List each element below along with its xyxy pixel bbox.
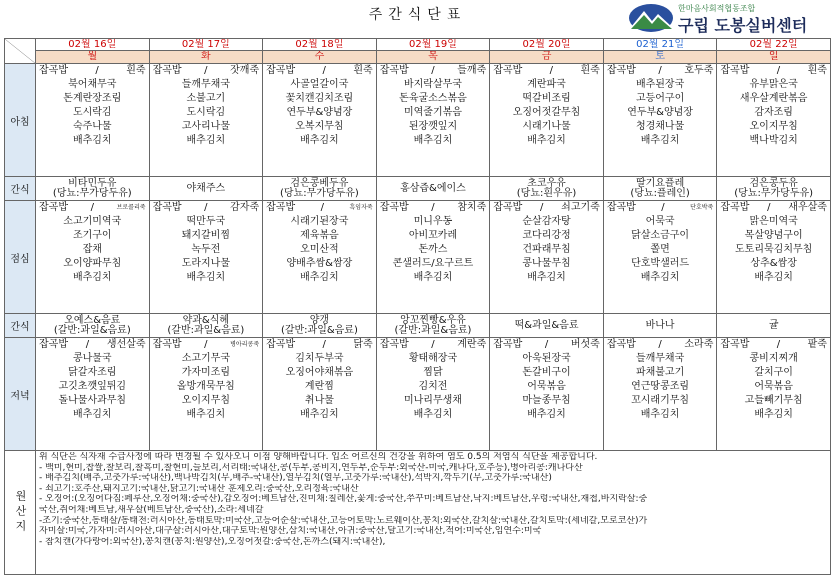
menu-item: 돼지갈비찜 bbox=[181, 230, 230, 241]
snack-name: 딸기요플레 bbox=[635, 177, 685, 189]
porridge-item: 흰죽 bbox=[807, 65, 827, 76]
snack-name: 약과&식혜 bbox=[182, 314, 230, 326]
date-cell: 02월 16일 bbox=[36, 39, 150, 51]
dinner-cell bbox=[717, 338, 831, 451]
menu-item: 오이지무침 bbox=[181, 395, 230, 406]
notes-label-text: 원산지 bbox=[14, 490, 27, 535]
breakfast-cell bbox=[149, 64, 263, 177]
slash-divider: / bbox=[320, 202, 324, 213]
snack2-cell bbox=[490, 314, 604, 338]
rice-item: 잡곡밥 bbox=[266, 339, 296, 350]
origin-note-line: - 오징어:(오징어다짐:페루산,오징어채:중국산),갑오징어:베트남산,진미채:칠레산,꽃게:중국산,쭈꾸미:베트남산,낙지:베트남산,우렁:국내산,재첩,바지락살:중 bbox=[39, 494, 648, 505]
rice-porridge-line bbox=[377, 201, 490, 215]
snack2-row bbox=[5, 314, 831, 338]
menu-item: 배추김치 bbox=[186, 135, 226, 146]
weekday-cell: 목 bbox=[376, 51, 490, 64]
menu-item: 코다리강정 bbox=[522, 230, 571, 241]
rice-item: 잡곡밥 bbox=[39, 65, 68, 76]
menu-item: 고들빼기무침 bbox=[744, 395, 803, 406]
menu-item: 배추김치 bbox=[186, 272, 226, 283]
slash-divider: / bbox=[767, 202, 771, 213]
porridge-item: 계란죽 bbox=[457, 339, 487, 350]
slash-divider: / bbox=[204, 339, 208, 350]
porridge-item: 쇠고기죽 bbox=[561, 202, 600, 213]
menu-item: 어묵볶음 bbox=[754, 381, 793, 392]
menu-item: 돌나물사과무침 bbox=[58, 395, 127, 406]
dinner-cell bbox=[263, 338, 377, 451]
rice-item: 잡곡밥 bbox=[720, 202, 750, 213]
date-cell: 02월 18일 bbox=[263, 39, 377, 51]
slash-divider: / bbox=[90, 202, 94, 213]
snack1-cell bbox=[149, 177, 263, 201]
porridge-item: 호두죽 bbox=[684, 65, 714, 76]
snack-name: 떡&과일&음료 bbox=[514, 319, 579, 331]
menu-item: 찜닭 bbox=[423, 367, 443, 378]
rice-porridge-line bbox=[604, 64, 717, 78]
rice-porridge-line bbox=[377, 338, 490, 352]
porridge-item: 감자죽 bbox=[230, 202, 260, 213]
menu-item: 콩나물무침 bbox=[522, 258, 571, 269]
dinner-label: 저녁 bbox=[5, 338, 36, 451]
rice-porridge-line bbox=[490, 64, 603, 78]
lunch-cell bbox=[603, 201, 717, 314]
menu-item: 배추김치 bbox=[72, 409, 112, 420]
origin-note-line: - 참치캔(가다랑어:외국산),꽁치캔(꽁치:원양산),오징어젓갈:중국산,돈까스(돼지:국내산), bbox=[39, 536, 386, 547]
rice-porridge-line bbox=[263, 201, 376, 215]
dinner-cell bbox=[490, 338, 604, 451]
menu-item: 연두부&양념장 bbox=[286, 107, 353, 118]
snack-name: 양갱 bbox=[309, 314, 330, 326]
menu-item: 소고기미역국 bbox=[63, 216, 122, 227]
porridge-item: 팥죽 bbox=[807, 339, 827, 350]
menu-item: 된장깻잎지 bbox=[408, 121, 458, 132]
org-subtitle: 한마음사회적협동조합 bbox=[678, 4, 756, 13]
menu-item: 잡채 bbox=[82, 244, 102, 255]
menu-item: 닭갈자조림 bbox=[68, 367, 117, 378]
lunch-label: 점심 bbox=[5, 201, 36, 314]
snack-name: 오예스&음료 bbox=[64, 314, 121, 326]
menu-item: 오이양파무침 bbox=[63, 258, 122, 269]
menu-item: 배추김치 bbox=[300, 135, 339, 146]
snack-note: (당뇨:무가당두유) bbox=[280, 187, 359, 199]
menu-item: 콘샐러드/요구르트 bbox=[392, 258, 474, 269]
lunch-cell bbox=[717, 201, 831, 314]
menu-item: 배추김치 bbox=[300, 272, 339, 283]
origin-note-line: - 쇠고기:호주산,돼지고기:국내산,닭고기:국내산 훈제오리:중국산,오리정육:국내산 bbox=[39, 483, 359, 494]
date-cell: 02월 20일 bbox=[490, 39, 604, 51]
rice-item: 잡곡밥 bbox=[39, 202, 68, 213]
rice-porridge-line bbox=[490, 201, 603, 215]
menu-item: 배추김치 bbox=[300, 409, 339, 420]
date-cell: 02월 21일 bbox=[603, 39, 717, 51]
menu-item: 조기구이 bbox=[72, 230, 112, 241]
lunch-cell bbox=[149, 201, 263, 314]
menu-item: 파채불고기 bbox=[635, 367, 685, 378]
dinner-cell bbox=[376, 338, 490, 451]
menu-item: 김치두부국 bbox=[295, 353, 344, 364]
dinner-cell bbox=[36, 338, 150, 451]
snack-note: (갈반:과일&음료) bbox=[394, 324, 472, 336]
snack-name: 비타민두유 bbox=[68, 177, 117, 189]
snack2-cell bbox=[263, 314, 377, 338]
menu-item: 목살양념구이 bbox=[744, 230, 803, 241]
menu-item: 오이지무침 bbox=[749, 121, 798, 132]
snack-name: 홍삼즙&에이스 bbox=[400, 182, 466, 194]
porridge-item: 흰죽 bbox=[126, 65, 146, 76]
menu-item: 미나리무생채 bbox=[403, 395, 462, 406]
dinner-cell bbox=[603, 338, 717, 451]
menu-item: 들깨무채국 bbox=[635, 353, 685, 364]
breakfast-cell bbox=[263, 64, 377, 177]
rice-item: 잡곡밥 bbox=[379, 202, 409, 213]
menu-item: 고등어구이 bbox=[635, 93, 685, 104]
date-cell: 02월 19일 bbox=[376, 39, 490, 51]
slash-divider: / bbox=[95, 65, 99, 76]
rice-porridge-line bbox=[717, 201, 830, 215]
porridge-item: 단호박죽 bbox=[690, 204, 714, 211]
menu-item: 배추김치 bbox=[527, 409, 566, 420]
menu-item: 배추김치 bbox=[72, 272, 112, 283]
menu-item: 소불고기 bbox=[186, 93, 226, 104]
menu-item: 소고기무국 bbox=[181, 353, 230, 364]
rice-porridge-line bbox=[717, 338, 830, 352]
dinner-cell bbox=[149, 338, 263, 451]
rice-item: 잡곡밥 bbox=[379, 339, 409, 350]
lunch-cell bbox=[376, 201, 490, 314]
menu-item: 도라지나물 bbox=[181, 258, 230, 269]
snack1-cell bbox=[603, 177, 717, 201]
menu-item: 감자조림 bbox=[754, 107, 793, 118]
snack-name: 검은콩두유 bbox=[749, 177, 798, 189]
breakfast-cell bbox=[376, 64, 490, 177]
rice-porridge-line bbox=[604, 201, 717, 215]
snack-name: 야채주스 bbox=[186, 182, 226, 194]
snack2-cell bbox=[603, 314, 717, 338]
snack2-label: 간식 bbox=[5, 314, 36, 338]
snack1-row bbox=[5, 177, 831, 201]
menu-item: 꼬시래기무침 bbox=[631, 395, 690, 406]
rice-item: 잡곡밥 bbox=[720, 65, 750, 76]
breakfast-cell bbox=[490, 64, 604, 177]
snack1-cell bbox=[717, 177, 831, 201]
menu-item: 계란파국 bbox=[527, 79, 566, 90]
porridge-item: 소라죽 bbox=[684, 339, 714, 350]
menu-item: 바지락살무국 bbox=[403, 79, 462, 90]
menu-item: 배추김치 bbox=[754, 272, 793, 283]
origin-note-line: 자미살:미국,가자미:러시아산,대구살:러시아산,대구토막:원양산,삼치:국내산,아귀:중국산,달고기:국내산,적어:미국산,임연수:미국 bbox=[39, 526, 542, 537]
porridge-item: 잣깨죽 bbox=[230, 65, 260, 76]
menu-item: 배추김치 bbox=[640, 135, 680, 146]
slash-divider: / bbox=[540, 202, 544, 213]
origin-notes-cell bbox=[36, 451, 831, 575]
snack2-cell bbox=[36, 314, 150, 338]
origin-note-line: - 배추김치(배추,고춧가루:국내산),백나박김치(무,배추-국내산),열무김치(열무,고춧가루:국내산),석박지,깍두기(무,고춧가루:국내산) bbox=[39, 473, 552, 484]
rice-porridge-line bbox=[36, 201, 149, 215]
rice-porridge-line bbox=[36, 64, 149, 78]
menu-item: 떡만두국 bbox=[186, 216, 226, 227]
snack-note: (당뇨:흰우유) bbox=[516, 187, 577, 199]
menu-item: 돈계란장조림 bbox=[63, 93, 122, 104]
menu-item: 배추김치 bbox=[754, 409, 793, 420]
breakfast-cell bbox=[717, 64, 831, 177]
lunch-cell bbox=[36, 201, 150, 314]
menu-item: 마늘종무침 bbox=[522, 395, 571, 406]
menu-item: 도시락김 bbox=[72, 107, 112, 118]
menu-item: 오복지무침 bbox=[295, 121, 344, 132]
menu-item: 들깨무채국 bbox=[181, 79, 230, 90]
porridge-item: 흑임자죽 bbox=[349, 204, 373, 211]
rice-item: 잡곡밥 bbox=[379, 65, 409, 76]
weekday-cell: 화 bbox=[149, 51, 263, 64]
origin-note-line: -조기:중국산,동태살/동태전:러시아산,동태토막:미국산,고등어순살:국내산,고등어토막:노르웨이산,꽁치:외국산,갈치살:국내산,갈치토막:(세네갈,모로코산)가 bbox=[39, 515, 648, 526]
rice-porridge-line bbox=[490, 338, 603, 352]
breakfast-row bbox=[5, 64, 831, 177]
rice-item: 잡곡밥 bbox=[152, 65, 182, 76]
menu-item: 미역줄기볶음 bbox=[403, 107, 462, 118]
weekday-cell: 토 bbox=[603, 51, 717, 64]
date-cell: 02월 17일 bbox=[149, 39, 263, 51]
snack-name: 바나나 bbox=[645, 319, 675, 331]
slash-divider: / bbox=[544, 339, 549, 350]
rice-porridge-line bbox=[150, 201, 263, 215]
menu-item: 떡갈비조림 bbox=[522, 93, 571, 104]
org-logo bbox=[628, 3, 833, 33]
weekday-cell: 금 bbox=[490, 51, 604, 64]
menu-item: 콩비지찌개 bbox=[749, 353, 798, 364]
menu-item: 황태해장국 bbox=[408, 353, 458, 364]
menu-item: 도시락김 bbox=[186, 107, 226, 118]
rice-item: 잡곡밥 bbox=[266, 65, 296, 76]
porridge-item: 버섯죽 bbox=[570, 339, 600, 350]
rice-porridge-line bbox=[150, 338, 263, 352]
rice-item: 잡곡밥 bbox=[493, 65, 523, 76]
weekday-cell: 일 bbox=[717, 51, 831, 64]
snack-note: (당뇨:무가당두유) bbox=[734, 187, 814, 199]
snack2-cell bbox=[717, 314, 831, 338]
corner-cell bbox=[5, 39, 36, 64]
lunch-row bbox=[5, 201, 831, 314]
menu-item: 새우살계란볶음 bbox=[739, 93, 808, 104]
porridge-item: 생선살죽 bbox=[106, 339, 146, 350]
menu-item: 갈치구이 bbox=[754, 367, 793, 378]
menu-item: 맑은미역국 bbox=[749, 216, 798, 227]
menu-item: 배추김치 bbox=[413, 272, 453, 283]
menu-item: 배추김치 bbox=[640, 409, 680, 420]
menu-item: 배추김치 bbox=[527, 272, 566, 283]
menu-item: 오미산적 bbox=[300, 244, 339, 255]
snack-note: (갈반:과일&음료) bbox=[280, 324, 358, 336]
porridge-item: 닭죽 bbox=[353, 339, 373, 350]
snack2-cell bbox=[149, 314, 263, 338]
page-title: 주간식단표 bbox=[368, 7, 467, 23]
menu-item: 고사리나물 bbox=[181, 121, 230, 132]
snack1-label: 간식 bbox=[5, 177, 36, 201]
porridge-item: 새우살죽 bbox=[788, 202, 827, 213]
snack-note: (갈반:과일&음료) bbox=[167, 324, 245, 336]
menu-item: 배추김치 bbox=[413, 409, 453, 420]
menu-item: 배추김치 bbox=[72, 135, 112, 146]
porridge-item: 참치죽 bbox=[457, 202, 487, 213]
rice-porridge-line bbox=[263, 64, 376, 78]
menu-item: 제육볶음 bbox=[300, 230, 339, 241]
menu-item: 돈육굴소스볶음 bbox=[399, 93, 467, 104]
porridge-item: 브로콜리죽 bbox=[116, 204, 146, 211]
slash-divider: / bbox=[204, 202, 208, 213]
rice-porridge-line bbox=[377, 64, 490, 78]
slash-divider: / bbox=[661, 202, 665, 213]
menu-item: 쫄면 bbox=[650, 244, 670, 255]
snack-note: (갈반:과일&음료) bbox=[53, 324, 131, 336]
rice-item: 잡곡밥 bbox=[606, 202, 636, 213]
weekday-cell: 수 bbox=[263, 51, 377, 64]
snack2-cell bbox=[376, 314, 490, 338]
menu-item: 돈갈비구이 bbox=[522, 367, 571, 378]
menu-item: 순살감자탕 bbox=[522, 216, 571, 227]
menu-item: 아욱된장국 bbox=[522, 353, 571, 364]
porridge-item: 흰죽 bbox=[580, 65, 600, 76]
menu-item: 배추된장국 bbox=[635, 79, 685, 90]
slash-divider: / bbox=[431, 65, 435, 76]
menu-item: 숙주나물 bbox=[72, 121, 112, 132]
menu-item: 배추김치 bbox=[640, 272, 680, 283]
rice-item: 잡곡밥 bbox=[39, 339, 68, 350]
menu-item: 북어채무국 bbox=[68, 79, 117, 90]
menu-item: 배추김치 bbox=[413, 135, 453, 146]
menu-item: 사골얼갈이국 bbox=[290, 79, 349, 90]
rice-item: 잡곡밥 bbox=[493, 339, 523, 350]
menu-item: 양배추쌈&쌈장 bbox=[286, 258, 353, 269]
slash-divider: / bbox=[776, 339, 781, 350]
snack-name: 앙꼬찐빵&우유 bbox=[400, 314, 466, 326]
menu-item: 올방개묵무침 bbox=[176, 381, 235, 392]
porridge-item: 들깨죽 bbox=[457, 65, 487, 76]
weekly-menu-table bbox=[4, 38, 831, 575]
notes-row bbox=[5, 451, 831, 575]
menu-item: 배추김치 bbox=[527, 135, 566, 146]
dinner-row bbox=[5, 338, 831, 451]
rice-porridge-line bbox=[36, 338, 149, 352]
menu-item: 닭살소금구이 bbox=[631, 230, 690, 241]
menu-item: 상추&쌈장 bbox=[750, 258, 797, 269]
snack-name: 검은콩베두유 bbox=[290, 177, 349, 189]
menu-item: 가자미조림 bbox=[181, 367, 230, 378]
menu-item: 계란찜 bbox=[304, 381, 334, 392]
menu-item: 청경채나물 bbox=[635, 121, 685, 132]
origin-note-line: - 백미,현미,찹쌀,찰보리,찰흑미,찰현미,늘보리,서리태:국내산,콩(두부,콩비지,연두부,순두부:외국산-미국,캐나다,호주등),병아리콩:캐나다산 bbox=[39, 462, 583, 473]
date-cell: 02월 22일 bbox=[717, 39, 831, 51]
menu-item: 김치전 bbox=[418, 381, 448, 392]
menu-item: 콩나물국 bbox=[72, 353, 112, 364]
snack-note: (당뇨:플레인) bbox=[630, 187, 690, 199]
lunch-cell bbox=[263, 201, 377, 314]
slash-divider: / bbox=[658, 65, 662, 76]
rice-item: 잡곡밥 bbox=[606, 339, 636, 350]
rice-item: 잡곡밥 bbox=[266, 202, 296, 213]
menu-item: 고깃초깻잎튀김 bbox=[58, 381, 127, 392]
rice-porridge-line bbox=[717, 64, 830, 78]
slash-divider: / bbox=[431, 339, 435, 350]
weekday-row bbox=[5, 51, 831, 64]
origin-note-line: 위 식단은 식자재 수급사정에 따라 변경될 수 있사오니 이점 양해바랍니다. 입소 어르신의 건강을 위하여 염도 0.5의 저염식 식단을 제공합니다. bbox=[39, 452, 598, 462]
lunch-cell bbox=[490, 201, 604, 314]
menu-item: 단호박샐러드 bbox=[631, 258, 690, 269]
menu-item: 연근땅콩조림 bbox=[631, 381, 690, 392]
mountain-logo-icon bbox=[628, 3, 674, 33]
menu-item: 시래기된장국 bbox=[290, 216, 349, 227]
menu-item: 연두부&양념장 bbox=[627, 107, 693, 118]
menu-item: 미니우동 bbox=[413, 216, 453, 227]
snack-name: 귤 bbox=[768, 319, 779, 331]
menu-item: 돈까스 bbox=[418, 244, 448, 255]
porridge-item: 병아리콩죽 bbox=[230, 341, 260, 348]
rice-porridge-line bbox=[263, 338, 376, 352]
menu-item: 취나물 bbox=[304, 395, 334, 406]
rice-item: 잡곡밥 bbox=[493, 202, 523, 213]
rice-item: 잡곡밥 bbox=[720, 339, 750, 350]
menu-item: 유부맑은국 bbox=[749, 79, 798, 90]
slash-divider: / bbox=[322, 339, 326, 350]
slash-divider: / bbox=[85, 339, 90, 350]
rice-porridge-line bbox=[150, 64, 263, 78]
menu-item: 오징어젓갈무침 bbox=[512, 107, 581, 118]
slash-divider: / bbox=[549, 65, 554, 76]
rice-porridge-line bbox=[604, 338, 717, 352]
date-row bbox=[5, 39, 831, 51]
menu-item: 시래기나물 bbox=[522, 121, 571, 132]
snack1-cell bbox=[36, 177, 150, 201]
slash-divider: / bbox=[204, 65, 208, 76]
breakfast-cell bbox=[36, 64, 150, 177]
breakfast-label: 아침 bbox=[5, 64, 36, 177]
menu-item: 백나박김치 bbox=[749, 135, 798, 146]
origin-note-line: 국산,쥐어채:베트남,새우살(베트남산,중국산),소라:세네갈 bbox=[39, 504, 264, 515]
slash-divider: / bbox=[776, 65, 781, 76]
rice-item: 잡곡밥 bbox=[606, 65, 636, 76]
porridge-item: 흰죽 bbox=[353, 65, 373, 76]
breakfast-cell bbox=[603, 64, 717, 177]
menu-item: 배추김치 bbox=[186, 409, 226, 420]
menu-item: 아비꼬카레 bbox=[408, 230, 458, 241]
slash-divider: / bbox=[431, 202, 435, 213]
menu-item: 건파래무침 bbox=[522, 244, 571, 255]
snack-name: 초코우유 bbox=[527, 177, 566, 189]
menu-item: 어묵국 bbox=[645, 216, 675, 227]
weekday-cell: 월 bbox=[36, 51, 150, 64]
rice-item: 잡곡밥 bbox=[152, 339, 182, 350]
slash-divider: / bbox=[322, 65, 326, 76]
slash-divider: / bbox=[658, 339, 662, 350]
snack-note: (당뇨:무가당두유) bbox=[52, 187, 132, 199]
menu-item: 도토리묵김치무침 bbox=[735, 244, 813, 255]
menu-item: 꽃치캔김치조림 bbox=[285, 93, 354, 104]
org-name: 구립 도봉실버센터 bbox=[678, 16, 808, 35]
snack1-cell bbox=[490, 177, 604, 201]
notes-label bbox=[5, 451, 36, 575]
menu-item: 오징어야채볶음 bbox=[285, 367, 354, 378]
snack1-cell bbox=[263, 177, 377, 201]
menu-item: 어묵볶음 bbox=[527, 381, 566, 392]
snack1-cell bbox=[376, 177, 490, 201]
menu-item: 녹두전 bbox=[191, 244, 221, 255]
rice-item: 잡곡밥 bbox=[152, 202, 182, 213]
